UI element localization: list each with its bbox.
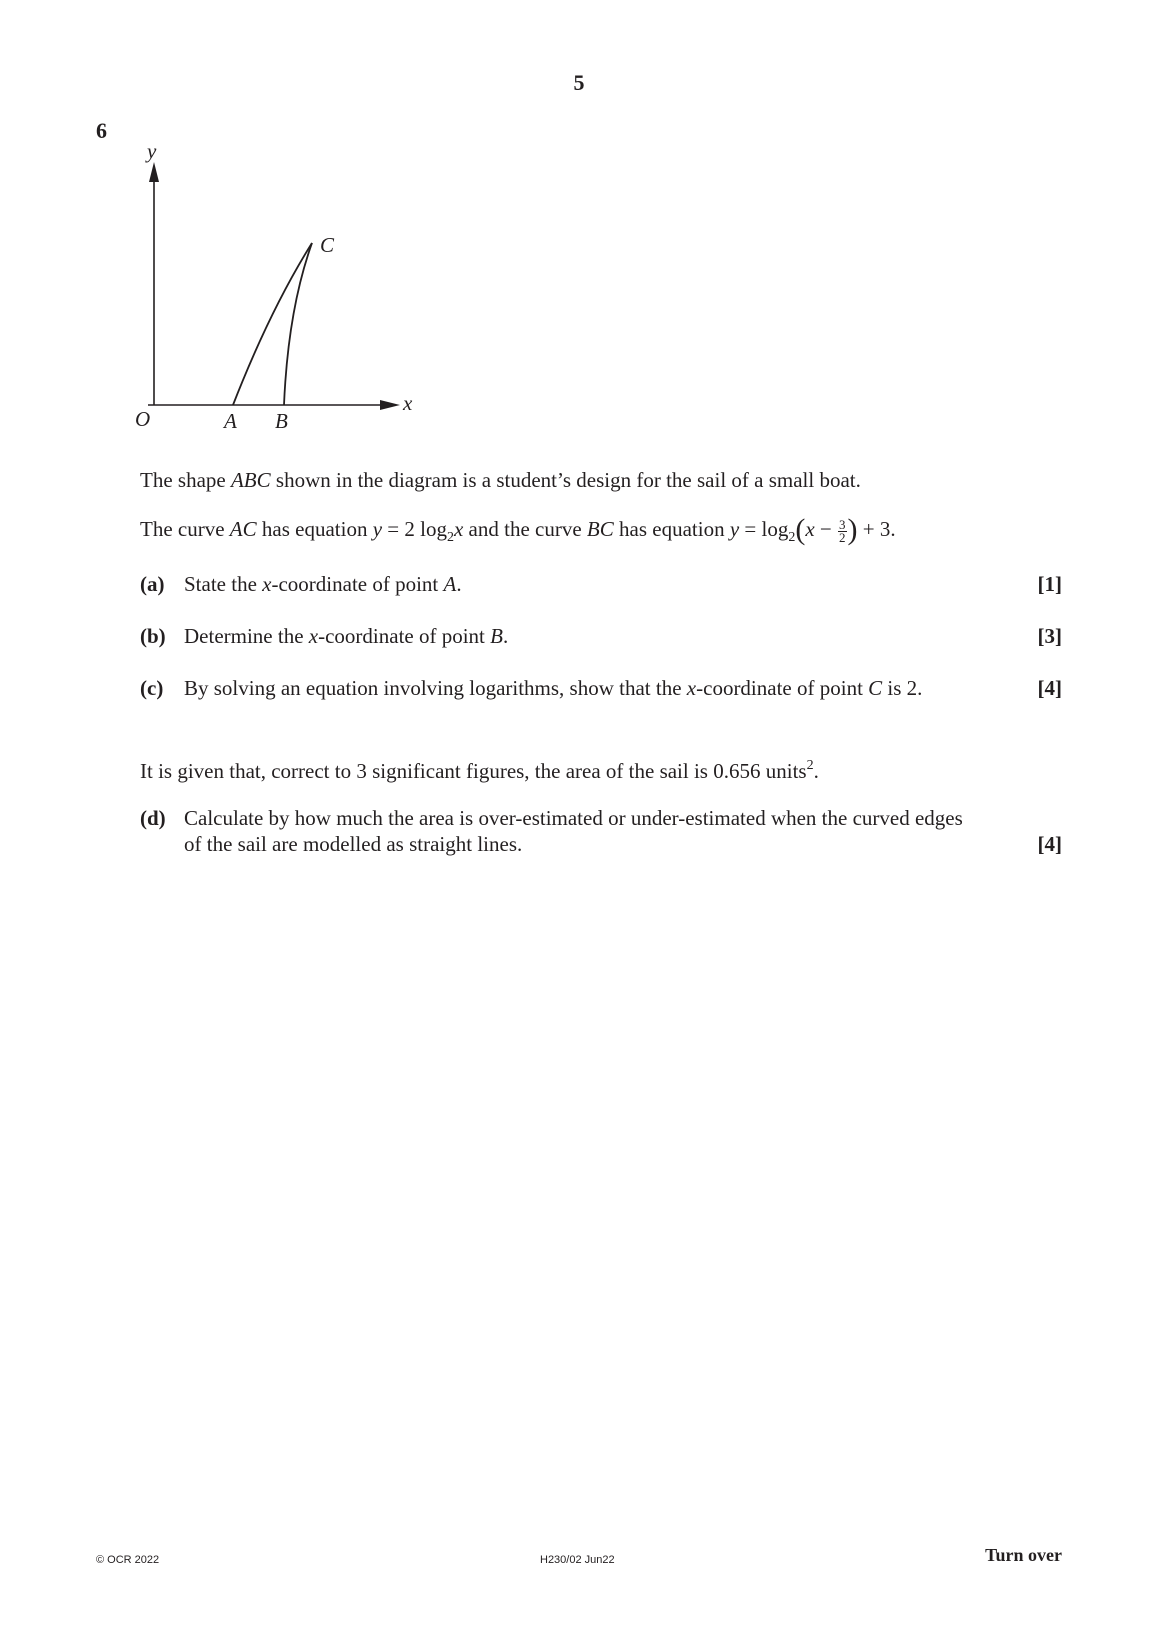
point-b-label: B (275, 409, 288, 433)
intro-text: has equation (256, 517, 373, 541)
eq-var: x (453, 517, 464, 541)
eq-var: y (372, 517, 383, 541)
var: x (686, 676, 697, 700)
text: By solving an equation involving logarithms, show that the (184, 676, 687, 700)
marks: [4] (1037, 676, 1062, 700)
point-a-label: A (224, 409, 237, 433)
sail-diagram (130, 140, 430, 440)
text: State the (184, 572, 263, 596)
part-text-line-1: Calculate by how much the area is over-estimated or under-estimated when the curved edges (184, 806, 963, 830)
fraction (838, 516, 847, 545)
footer-copyright: © OCR 2022 (96, 1554, 160, 1566)
given-text: . (813, 759, 819, 783)
part-label: (b) (140, 624, 166, 648)
intro-text: and the curve (463, 517, 587, 541)
y-axis-arrow (149, 162, 159, 182)
text: . (456, 572, 462, 596)
text: -coordinate of point (271, 572, 444, 596)
part-text-line-2: of the sail are modelled as straight lines. (184, 832, 523, 856)
point: B (490, 624, 503, 648)
text: Determine the (184, 624, 309, 648)
text: -coordinate of point (318, 624, 491, 648)
equation-bc (729, 513, 896, 546)
marks: [3] (1037, 624, 1062, 648)
given-text: It is given that, correct to 3 significant figures, the area of the sail is 0.656 units (140, 759, 807, 783)
fraction-numerator: 3 (839, 516, 846, 532)
text: -coordinate of point (696, 676, 869, 700)
intro-text: shown in the diagram is a student’s design for the sail of a small boat. (270, 468, 861, 492)
intro-text: The shape (140, 468, 231, 492)
eq-subscript: 2 (446, 530, 454, 545)
part-text (184, 675, 1062, 702)
origin-label: O (135, 407, 151, 431)
footer-turn-over: Turn over (985, 1545, 1062, 1565)
x-axis-label: x (403, 391, 413, 415)
eq-text: + 3. (857, 517, 896, 541)
point: A (443, 572, 457, 596)
curve-bc-name: BC (586, 517, 614, 541)
eq-text: = log (739, 517, 789, 541)
fraction-denominator: 2 (839, 529, 846, 545)
equation-ac (372, 517, 464, 545)
footer-paper-code: H230/02 Jun22 (540, 1554, 615, 1566)
marks: [4] (1037, 832, 1062, 856)
part-text (184, 571, 1062, 598)
y-axis-label: y (147, 140, 157, 163)
question-number: 6 (96, 118, 107, 143)
eq-var: x (805, 517, 815, 541)
part-d (140, 805, 1062, 859)
superscript: 2 (806, 758, 814, 773)
eq-subscript: 2 (788, 530, 796, 545)
intro-line-1 (140, 467, 861, 493)
part-label: (d) (140, 806, 166, 830)
marks: [1] (1037, 572, 1062, 596)
eq-paren: ) (847, 513, 858, 546)
given-statement (140, 753, 819, 784)
point: C (868, 676, 883, 700)
intro-line-2 (140, 513, 896, 551)
curve-ac (233, 243, 312, 405)
var: x (262, 572, 272, 596)
x-axis-arrow (380, 400, 400, 410)
part-label: (c) (140, 676, 164, 700)
intro-text: has equation (613, 517, 730, 541)
var: x (308, 624, 319, 648)
curve-ac-name: AC (229, 517, 257, 541)
eq-var: y (729, 517, 740, 541)
eq-text: = 2 log (382, 517, 447, 541)
eq-text: − (814, 517, 838, 541)
intro-text: The curve (140, 517, 230, 541)
part-label: (a) (140, 572, 165, 596)
point-c-label: C (320, 233, 335, 257)
page-number: 5 (573, 70, 585, 95)
eq-paren: ( (795, 513, 806, 546)
text: is 2. (882, 676, 923, 700)
shape-name: ABC (230, 468, 271, 492)
text: . (502, 624, 509, 648)
part-text (184, 623, 1062, 650)
